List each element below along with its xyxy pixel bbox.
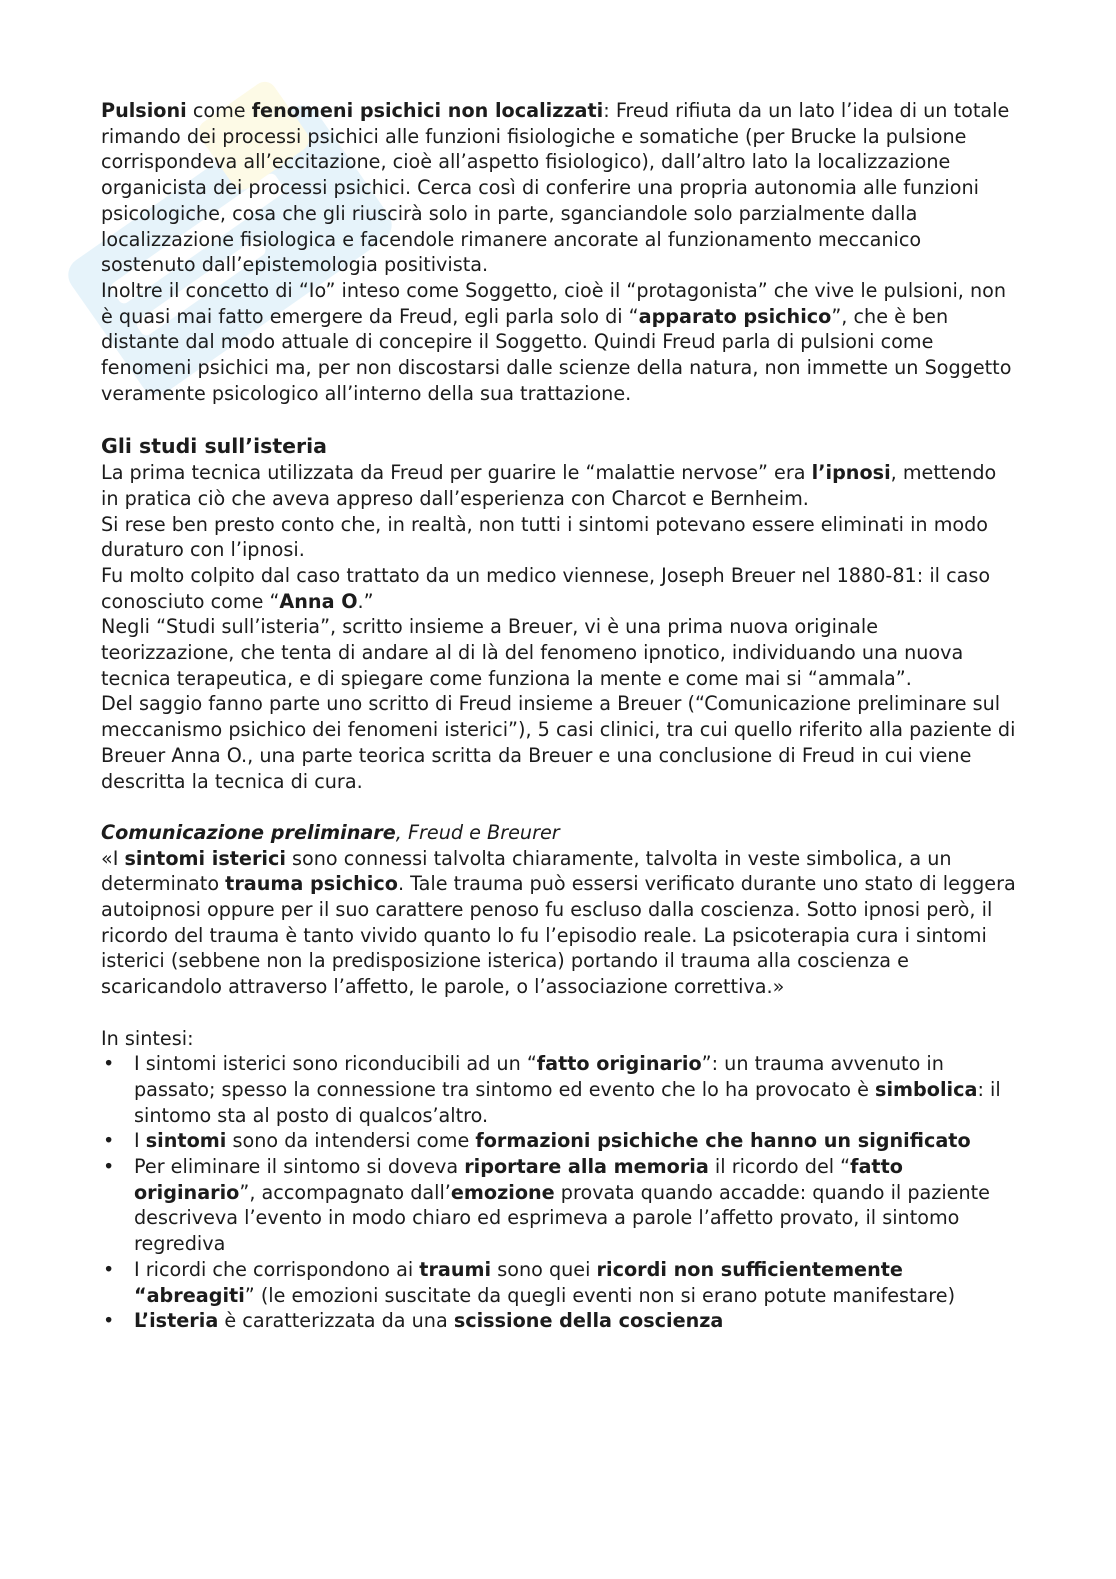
spacer: [101, 406, 1016, 432]
paragraph-anna-o: Fu molto colpito dal caso trattato da un medico viennese, Joseph Breuer nel 1880-81: il caso conosciuto come “Anna O.”: [101, 563, 991, 613]
bullet-icon: •: [103, 1052, 115, 1076]
list-item: • I sintomi sono da intendersi come formazioni psichiche che hanno un significato: [103, 1129, 971, 1153]
paragraph-io-soggetto: Inoltre il concetto di “Io” inteso come Soggetto, cioè il “protagonista” che vive le pulsioni, non è quasi mai fatto emergere da Freud, egli parla solo di “apparato psichico”, che è ben distante dal modo attuale di concepire il Soggetto. Quindi Freud parla di pulsioni come fenomeni psichici ma, per non discostarsi dalle scienze della natura, non immette un Soggetto veramente psicologico all’interno della sua trattazione.: [101, 278, 1012, 405]
list-item: • I ricordi che corrispondono ai traumi sono quei ricordi non sufficientemente “abreagiti” (le emozioni suscitate da quegli eventi non si erano potute manifestare): [103, 1257, 956, 1307]
summary-list: [101, 1051, 1016, 1334]
list-item: • I sintomi isterici sono riconducibili ad un “fatto originario”: un trauma avvenuto in passato; spesso la connessione tra sintomo ed evento che lo ha provocato è simbolica: il sintomo sta al posto di qualcos’altro.: [103, 1052, 1001, 1127]
summary-label: In sintesi:: [101, 1026, 194, 1050]
spacer: [101, 794, 1016, 820]
spacer: [101, 1000, 1016, 1026]
list-item: • L’isteria è caratterizzata da una scissione della coscienza: [103, 1309, 724, 1333]
paragraph-sintomi-ipnosi: Si rese ben presto conto che, in realtà, non tutti i sintomi potevano essere eliminati in modo duraturo con l’ipnosi.: [101, 512, 989, 562]
section-heading-isteria: Gli studi sull’isteria: [101, 434, 327, 459]
paragraph-saggio: Del saggio fanno parte uno scritto di Freud insieme a Breuer (“Comunicazione preliminare sul meccanismo psichico dei fenomeni isterici”), 5 casi clinici, tra cui quello riferito alla paziente di Breuer Anna O., una parte teorica scritta da Breuer e una conclusione di Freud in cui viene descritta la tecnica di cura.: [101, 692, 1016, 793]
bullet-icon: •: [103, 1155, 115, 1179]
bullet-icon: •: [103, 1309, 115, 1333]
paragraph-studi-isteria: Negli “Studi sull’isteria”, scritto insieme a Breuer, vi è una prima nuova originale teorizzazione, che tenta di andare al di là del fenomeno ipnotico, individuando una nuova tecnica terapeutica, e di spiegare come funziona la mente e come mai si “ammala”.: [101, 615, 964, 690]
list-item: • Per eliminare il sintomo si doveva riportare alla memoria il ricordo del “fatto originario”, accompagnato dall’emozione provata quando accadde: quando il paziente descriveva l’evento in modo chiaro ed esprimeva a parole l’affetto provato, il sintomo regrediva: [103, 1155, 990, 1256]
bullet-icon: •: [103, 1257, 115, 1281]
paragraph-pulsioni: Pulsioni come fenomeni psichici non localizzati: Freud rifiuta da un lato l’idea di un totale rimando dei processi psichici alle funzioni fisiologiche e somatiche (per Brucke la pulsione corrispondeva all’eccitazione, cioè all’aspetto fisiologico), dall’altro lato la localizzazione organicista dei processi psichici. Cerca così di conferire una propria autonomia alle funzioni psicologiche, cosa che gli riuscirà solo in parte, sganciandole solo parzialmente dalla localizzazione fisiologica e facendole rimanere ancorate al funzionamento meccanico sostenuto dall’epistemologia positivista.: [101, 99, 1010, 277]
subheading-comunicazione: Comunicazione preliminare, Freud e Breurer: [101, 820, 560, 844]
paragraph-ipnosi: La prima tecnica utilizzata da Freud per guarire le “malattie nervose” era l’ipnosi, mettendo in pratica ciò che aveva appreso dall’esperienza con Charcot e Bernheim.: [101, 461, 997, 510]
bullet-icon: •: [103, 1129, 115, 1153]
document-body: [101, 98, 1016, 1334]
quote-block: «I sintomi isterici sono connessi talvolta chiaramente, talvolta in veste simbolica, a un determinato trauma psichico. Tale trauma può essersi verificato durante uno stato di leggera autoipnosi oppure per il suo carattere penoso fu escluso dalla coscienza. Sotto ipnosi però, il ricordo del trauma è tanto vivido quanto lo fu l’episodio reale. La psicoterapia cura i sintomi isterici (sebbene non la predisposizione isterica) portando il trauma alla coscienza e scaricandolo attraverso l’affetto, le parole, o l’associazione correttiva.»: [101, 846, 1016, 999]
